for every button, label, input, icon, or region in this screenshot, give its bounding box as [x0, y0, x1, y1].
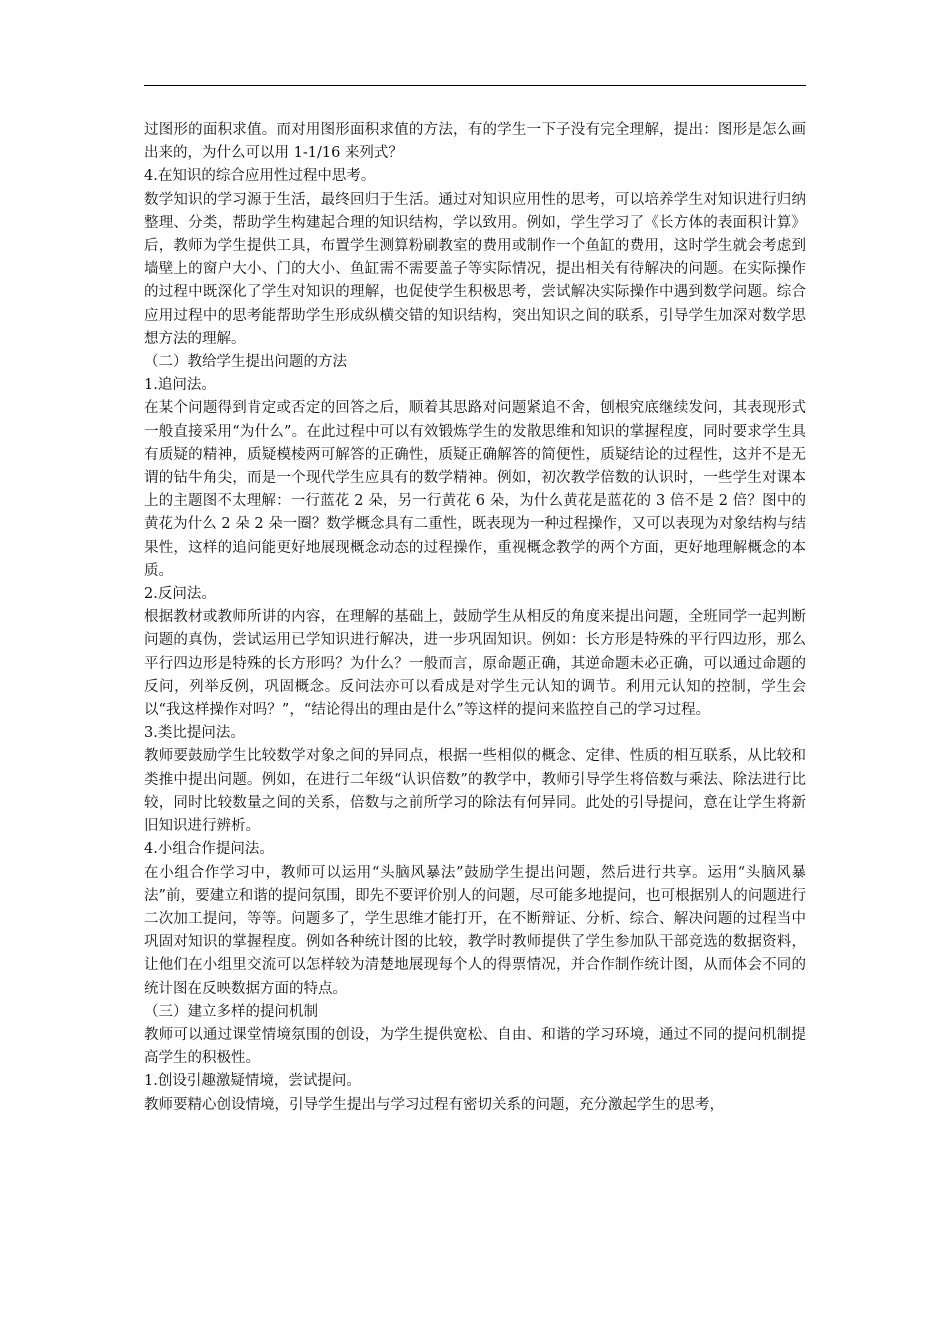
- section-heading: （三）建立多样的提问机制: [144, 1003, 318, 1020]
- paragraph: 教师可以通过课堂情境氛围的创设，为学生提供宽松、自由、和谐的学习环境，通过不同的提问机制提高学生的积极性。: [144, 1026, 806, 1067]
- paragraph: 教师要鼓励学生比较数学对象之间的异同点，根据一些相似的概念、定律、性质的相互联系，从比较和类推中提出问题。例如，在进行二年级“认识倍数”的教学中，教师引导学生将倍数与乘法、除法进行比较，同时比较数量之间的关系，倍数与之前所学习的除法有何异同。此处的引导提问，意在让学生将新旧知识进行辨析。: [144, 748, 806, 835]
- section-heading: 1.追问法。: [144, 377, 216, 394]
- section-heading: 3.类比提问法。: [144, 725, 245, 742]
- paragraph: 过图形的面积求值。而对用图形面积求值的方法，有的学生一下子没有完全理解，提出：图形是怎么画出来的，为什么可以用 1-1/16 来列式？: [144, 122, 806, 162]
- header-rule: [144, 85, 806, 86]
- paragraph: 在某个问题得到肯定或否定的回答之后，顺着其思路对问题紧追不舍，刨根究底继续发问，其表现形式一般直接采用“为什么”。在此过程中可以有效锻炼学生的发散思维和知识的掌握程度，同时要求学生具有质疑的精神，质疑模棱两可解答的正确性，质疑正确解答的简便性，质疑结论的过程性，这并不是无谓的钻牛角尖，而是一个现代学生应具有的数学精神。例如，初次教学倍数的认识时，一些学生对课本上的主题图不太理解：一行蓝花 2 朵，另一行黄花 6 朵，为什么黄花是蓝花的 3 倍不是 2 倍？图中的黄花为什么 2 朵 2 朵一圈？数学概念具有二重性，既表现为一种过程操作，又可以表现为对象结构与结果性，这样的追问能更好地展现概念动态的过程操作，重视概念教学的两个方面，更好地理解概念的本质。: [144, 400, 806, 579]
- paragraph: 在小组合作学习中，教师可以运用“头脑风暴法”鼓励学生提出问题，然后进行共享。运用“头脑风暴法”前，要建立和谐的提问氛围，即先不要评价别人的问题，尽可能多地提问，也可根据别人的问题进行二次加工提问，等等。问题多了，学生思维才能打开，在不断辩证、分析、综合、解决问题的过程当中巩固对知识的掌握程度。例如各种统计图的比较，教学时教师提供了学生参加队干部竞选的数据资料，让他们在小组里交流可以怎样较为清楚地展现每个人的得票情况，并合作制作统计图，从而体会不同的统计图在反映数据方面的特点。: [144, 864, 806, 997]
- section-heading: 4.在知识的综合应用性过程中思考。: [144, 168, 376, 185]
- section-heading: 2.反问法。: [144, 586, 216, 603]
- section-heading: 4.小组合作提问法。: [144, 841, 274, 858]
- paragraph: 数学知识的学习源于生活，最终回归于生活。通过对知识应用性的思考，可以培养学生对知识进行归纳整理、分类，帮助学生构建起合理的知识结构，学以致用。例如，学生学习了《长方体的表面积计算》后，教师为学生提供工具，布置学生测算粉刷教室的费用或制作一个鱼缸的费用，这时学生就会考虑到墙壁上的窗户大小、门的大小、鱼缸需不需要盖子等实际情况，提出相关有待解决的问题。在实际操作的过程中既深化了学生对知识的理解，也促使学生积极思考，尝试解决实际操作中遇到数学问题。综合应用过程中的思考能帮助学生形成纵横交错的知识结构，突出知识之间的联系，引导学生加深对数学思想方法的理解。: [144, 191, 806, 347]
- section-heading: 1.创设引趣激疑情境，尝试提问。: [144, 1073, 361, 1090]
- document-body: [144, 119, 806, 1117]
- paragraph: 根据教材或教师所讲的内容，在理解的基础上，鼓励学生从相反的角度来提出问题，全班同学一起判断问题的真伪，尝试运用已学知识进行解决，进一步巩固知识。例如：长方形是特殊的平行四边形，那么平行四边形是特殊的长方形吗？为什么？一般而言，原命题正确，其逆命题未必正确，可以通过命题的反问，列举反例，巩固概念。反问法亦可以看成是对学生元认知的调节。利用元认知的控制，学生会以“我这样操作对吗？”，“结论得出的理由是什么”等这样的提问来监控自己的学习过程。: [144, 609, 806, 719]
- paragraph: 教师要精心创设情境，引导学生提出与学习过程有密切关系的问题，充分激起学生的思考，: [144, 1096, 724, 1113]
- section-heading: （二）教给学生提出问题的方法: [144, 354, 347, 371]
